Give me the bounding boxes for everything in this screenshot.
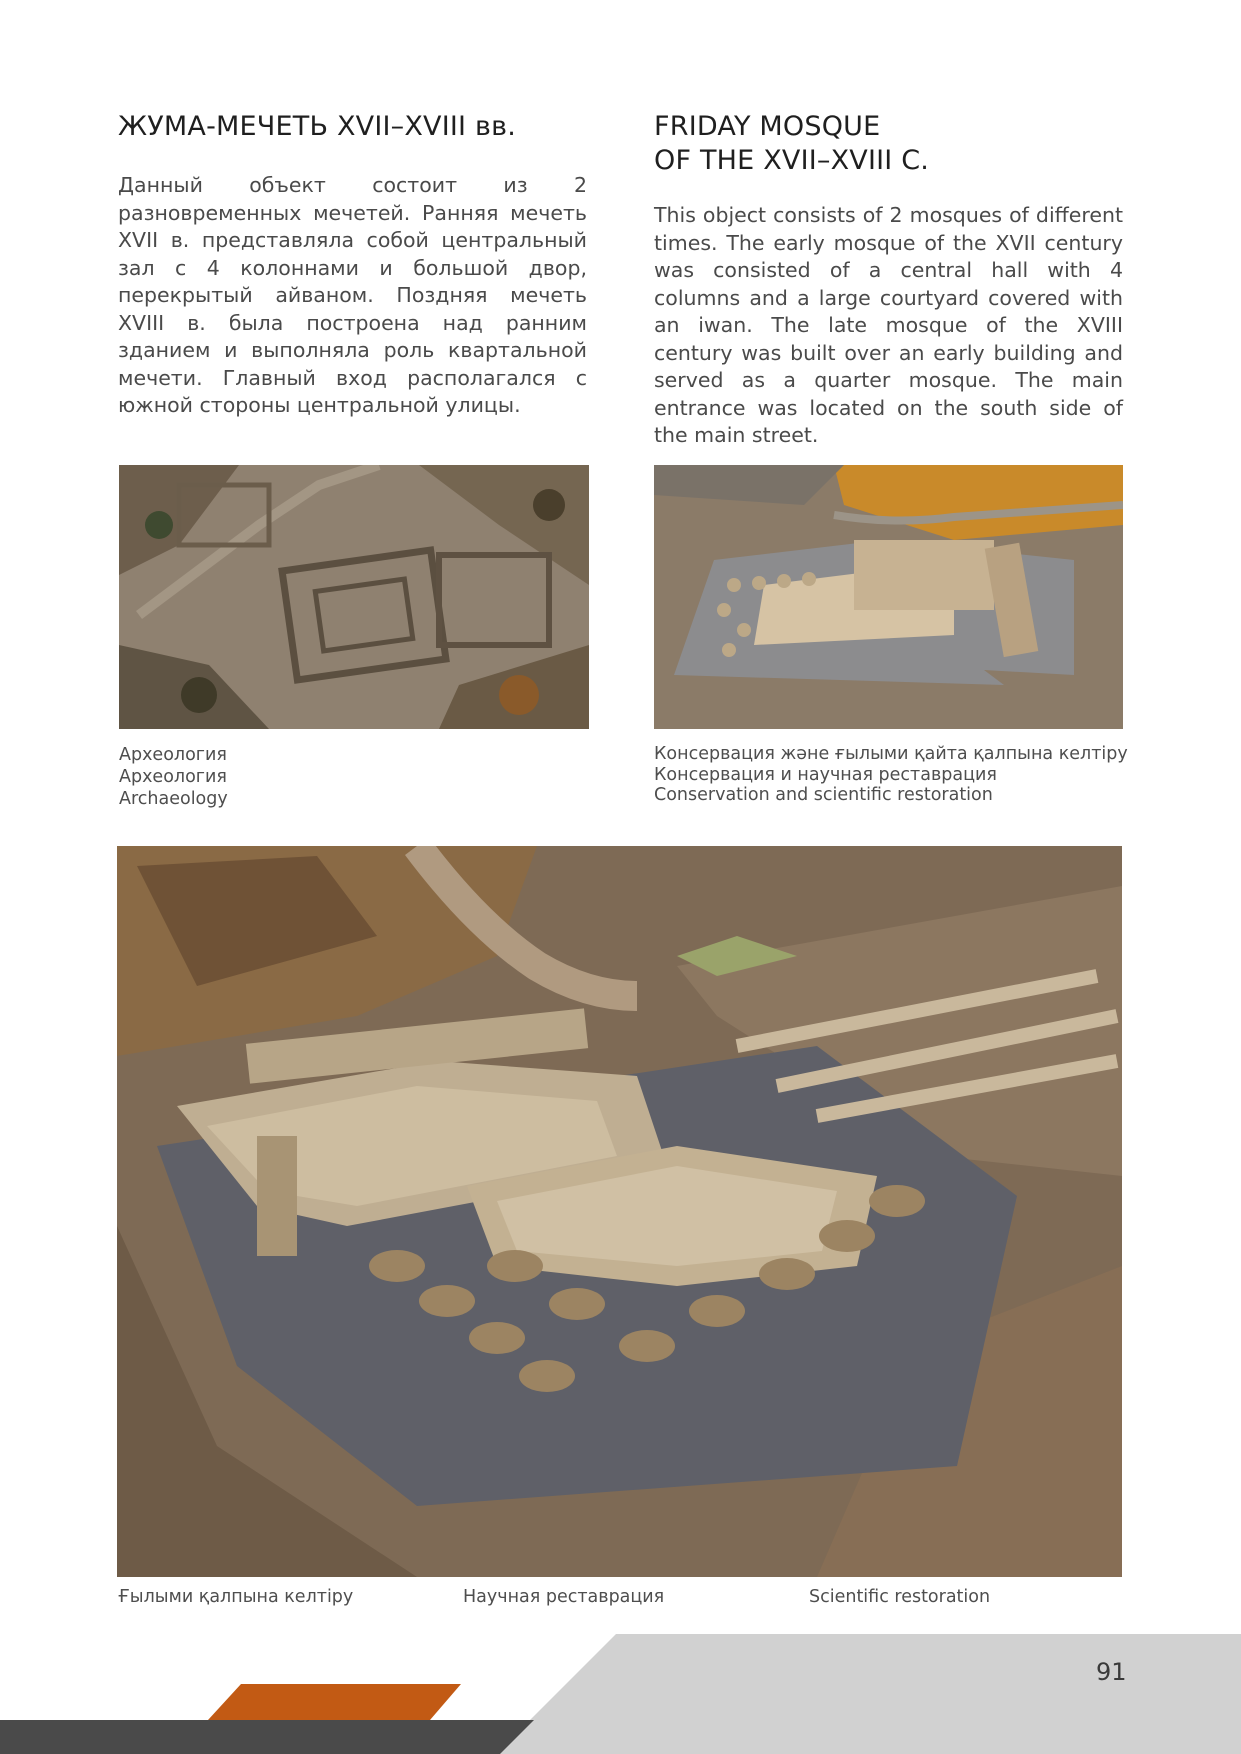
light-gray-panel [496, 1634, 1241, 1754]
caption-archaeology-kk: Археология [119, 745, 227, 765]
heading-en-line1: FRIDAY MOSQUE [654, 111, 881, 142]
heading-en [654, 110, 929, 178]
conserved-mosque-photo [654, 465, 1123, 729]
heading-en-line2: OF THE XVII–XVIII C. [654, 145, 930, 176]
orange-accent [208, 1684, 461, 1720]
caption-conservation [654, 744, 1128, 806]
restored-mosque-aerial-photo [117, 846, 1122, 1577]
dark-gray-bar [0, 1720, 534, 1754]
heading-ru: ЖУМА-МЕЧЕТЬ XVII–XVIII вв. [118, 111, 517, 142]
caption-conservation-ru: Консервация и научная реставрация [654, 764, 997, 785]
caption-conservation-en: Conservation and scientific restoration [654, 785, 993, 805]
body-text-ru: Данный объект состоит из 2 разновременных мечетей. Ранняя мечеть XVII в. представляла собой центральный зал с 4 колоннами и большой двор, перекрытый айваном. Поздняя мечеть XVIII в. была построена над ранним зданием и выполняла роль квартальной мечети. Главный вход располагался с южной стороны центральной улицы. [118, 173, 587, 417]
footer-graphic [0, 1634, 1241, 1754]
page-number: 91 [1096, 1658, 1127, 1686]
caption-restoration-ru: Научная реставрация [463, 1587, 665, 1607]
caption-restoration-kk: Ғылыми қалпына келтіру [118, 1587, 354, 1607]
caption-archaeology-ru: Археология [119, 767, 227, 787]
caption-restoration-en: Scientific restoration [809, 1587, 991, 1607]
aerial-excavation-photo [119, 465, 589, 729]
caption-archaeology [119, 744, 228, 810]
caption-archaeology-en: Archaeology [119, 789, 228, 809]
caption-conservation-kk: Консервация және ғылыми қайта қалпына келтіру [654, 744, 1128, 764]
body-text-en: This object consists of 2 mosques of different times. The early mosque of the XVII century was consisted of a central hall with 4 columns and a large courtyard covered with an iwan. The late mosque of the XVIII century was built over an early building and served as a quarter mosque. The main entrance was located on the south side of the main street. [654, 203, 1123, 447]
